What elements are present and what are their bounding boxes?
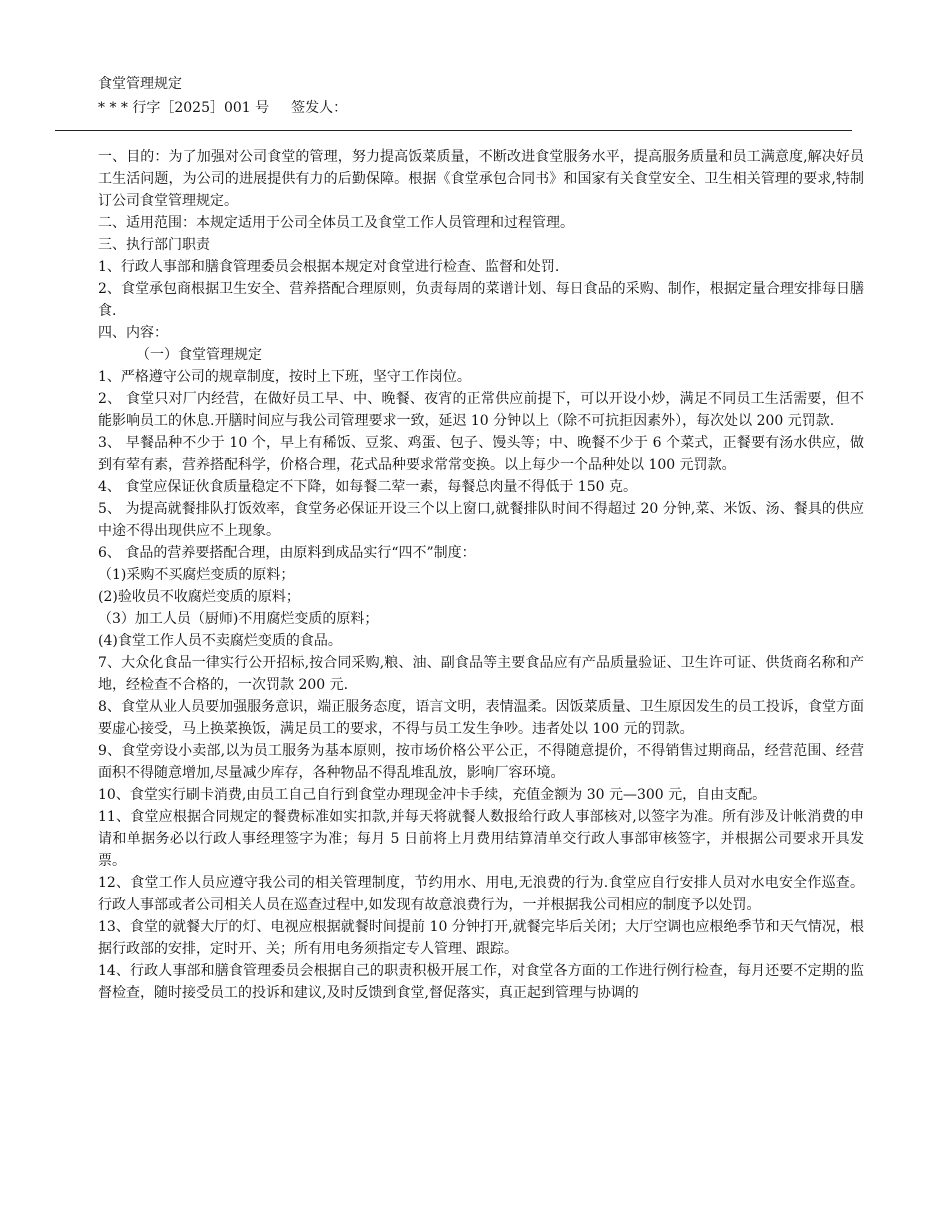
paragraph-rule-6-item-1: （1)采购不买腐烂变质的原料；	[98, 567, 295, 583]
document-header	[98, 72, 858, 120]
paragraph-duty-1: 1、行政人事部和膳食管理委员会根据本规定对食堂进行检查、监督和处罚.	[98, 259, 560, 275]
paragraph-rule-5: 5、 为提高就餐排队打饭效率，食堂务必保证开设三个以上窗口,就餐排队时间不得超过 20 分钟,菜、米饭、汤、餐具的供应中途不得出现供应不上现象。	[98, 501, 864, 539]
paragraph-rule-10: 10、食堂实行刷卡消费,由员工自己自行到食堂办理现金冲卡手续，充值金额为 30 元—300 元，自由支配。	[98, 787, 767, 803]
paragraph-content-heading: 四、内容：	[98, 325, 168, 341]
paragraph-rule-6-item-3: （3）加工人员（厨师)不用腐烂变质的原料；	[98, 611, 379, 627]
paragraph-rule-4: 4、 食堂应保证伙食质量稳定不下降，如每餐二荤一素，每餐总肉量不得低于 150 克。	[98, 479, 637, 495]
signer-label: 签发人：	[291, 100, 348, 116]
paragraph-rule-1: 1、严格遵守公司的规章制度，按时上下班，坚守工作岗位。	[98, 369, 471, 385]
paragraph-subheading: （一）食堂管理规定	[136, 347, 262, 363]
paragraph-duties-heading: 三、执行部门职责	[98, 237, 210, 253]
paragraph-rule-11: 11、食堂应根据合同规定的餐费标准如实扣款,并每天将就餐人数报给行政人事部核对,以签字为准。所有涉及计帐消费的申请和单据务必以行政人事经理签字为准；每月 5 日前将上月费用结算清单交行政人事部审核签字，并根据公司要求开具发票。	[98, 809, 864, 869]
paragraph-scope: 二、适用范围：本规定适用于公司全体员工及食堂工作人员管理和过程管理。	[98, 215, 574, 231]
paragraph-rule-12: 12、食堂工作人员应遵守我公司的相关管理制度，节约用水、用电,无浪费的行为.食堂应自行安排人员对水电安全作巡查。行政人事部或者公司相关人员在巡查过程中,如发现有故意浪费行为，一并根据我公司相应的制度予以处罚。	[98, 875, 864, 913]
document-meta-line	[98, 96, 858, 120]
document-title: 食堂管理规定	[98, 76, 182, 92]
paragraph-rule-3: 3、 早餐品种不少于 10 个，早上有稀饭、豆浆、鸡蛋、包子、馒头等；中、晚餐不少于 6 个菜式，正餐要有汤水供应，做到有荤有素，营养搭配科学，价格合理，花式品种要求常常变换。以上每少一个品种处以 100 元罚款。	[98, 435, 864, 473]
paragraph-rule-6-item-2: (2)验收员不收腐烂变质的原料；	[98, 589, 300, 605]
paragraph-rule-6: 6、 食品的营养要搭配合理，由原料到成品实行“四不”制度：	[98, 545, 476, 561]
paragraph-rule-9: 9、食堂旁设小卖部,以为员工服务为基本原则，按市场价格公平公正，不得随意提价，不得销售过期商品，经营范围、经营面积不得随意增加,尽量减少库存，各种物品不得乱堆乱放，影响厂容环境。	[98, 743, 864, 781]
paragraph-rule-14: 14、行政人事部和膳食管理委员会根据自己的职责积极开展工作，对食堂各方面的工作进行例行检查，每月还要不定期的监督检查，随时接受员工的投诉和建议,及时反馈到食堂,督促落实，真正起到管理与协调的	[98, 963, 864, 1001]
paragraph-duty-2: 2、食堂承包商根据卫生安全、营养搭配合理原则，负责每周的菜谱计划、每日食品的采购、制作，根据定量合理安排每日膳食.	[98, 281, 864, 319]
paragraph-rule-7: 7、大众化食品一律实行公开招标,按合同采购,粮、油、副食品等主要食品应有产品质量验证、卫生许可证、供货商名称和产地，经检查不合格的，一次罚款 200 元.	[98, 655, 864, 693]
paragraph-rule-13: 13、食堂的就餐大厅的灯、电视应根据就餐时间提前 10 分钟打开,就餐完毕后关闭；大厅空调也应根绝季节和天气情况，根据行政部的安排，定时开、关；所有用电务须指定专人管理、跟踪。	[98, 919, 864, 957]
document-body	[98, 146, 864, 1004]
document-number: * * * 行字［2025］001 号	[98, 100, 270, 116]
paragraph-purpose: 一、目的：为了加强对公司食堂的管理，努力提高饭菜质量，不断改进食堂服务水平，提高服务质量和员工满意度,解决好员工生活问题，为公司的进展提供有力的后勤保障。根据《食堂承包合同书》和国家有关食堂安全、卫生相关管理的要求,特制订公司食堂管理规定。	[98, 149, 864, 209]
paragraph-rule-6-item-4: (4)食堂工作人员不卖腐烂变质的食品。	[98, 633, 342, 649]
paragraph-rule-2: 2、 食堂只对厂内经营，在做好员工早、中、晚餐、夜宵的正常供应前提下，可以开设小炒，满足不同员工生活需要，但不能影响员工的休息.开膳时间应与我公司管理要求一致，延迟 10 分钟以上（除不可抗拒因素外），每次处以 200 元罚款.	[98, 391, 864, 429]
header-divider	[55, 130, 852, 131]
paragraph-rule-8: 8、食堂从业人员要加强服务意识，端正服务态度，语言文明，表情温柔。因饭菜质量、卫生原因发生的员工投诉，食堂方面要虚心接受，马上换菜换饭，满足员工的要求，不得与员工发生争吵。违者处以 100 元的罚款。	[98, 699, 864, 737]
